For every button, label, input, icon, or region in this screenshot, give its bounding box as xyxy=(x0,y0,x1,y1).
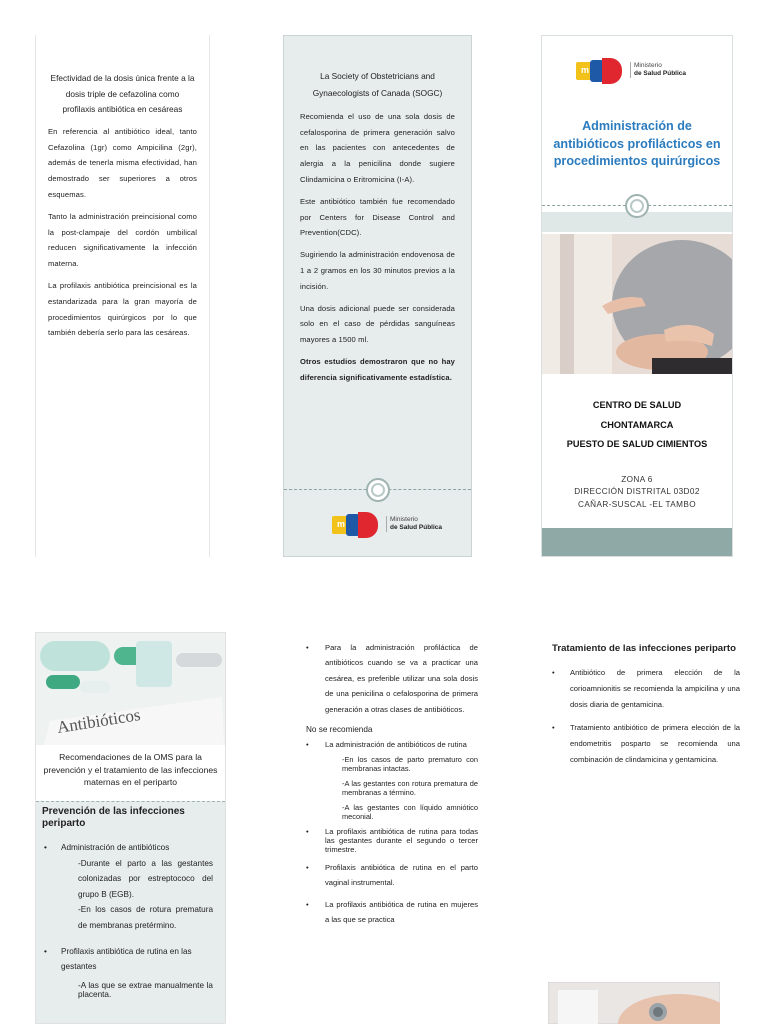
panel-sogc xyxy=(283,35,472,557)
section-heading: Prevención de las infecciones periparto xyxy=(42,806,185,829)
sub-item: -A las gestantes con rotura prematura de membranas a término. xyxy=(342,779,478,798)
stethoscope-photo xyxy=(548,982,720,1024)
antibiotics-label: Antibióticos xyxy=(55,705,142,737)
paragraph: Tanto la administración preincisional como la post-clampaje del cordón umbilical reducen significativamente la infección materna. xyxy=(48,211,197,269)
ministry-logo: m Ministerio de Salud Pública xyxy=(576,56,686,84)
panel-treatment xyxy=(548,640,740,1024)
cover-title: Administración de antibióticos profilácticos en procedimientos quirúrgicos xyxy=(553,119,721,168)
pregnant-woman-photo xyxy=(542,234,733,374)
ring-icon xyxy=(366,478,390,502)
health-centers: CENTRO DE SALUD CHONTAMARCA PUESTO DE SALUD CIMIENTOS xyxy=(566,400,708,450)
list-item: • Antibiótico de primera elección de la corioamnionitis se recomienda la ampicilina y una dosis diaria de gentamicina. xyxy=(548,665,740,712)
who-recommendations: Recomendaciones de la OMS para la prevención y el tratamiento de las infecciones maternas en el periparto xyxy=(43,752,218,788)
paragraph: En referencia al antibiótico ideal, tanto Cefazolina (1gr) como Ampicilina (2gr), además de tenerla misma efectividad, han demostrado ser superiores a otros esquemas. xyxy=(48,126,197,199)
list-item: • La profilaxis antibiótica de rutina en mujeres a las que se practica xyxy=(296,897,478,928)
not-recommended-label: No se recomienda xyxy=(306,725,373,735)
ministry-logo: m Ministerio de Salud Pública xyxy=(332,510,442,538)
zone-info: ZONA 6 DIRECCIÓN DISTRITAL 03D02 CAÑAR-SUSCAL -EL TAMBO xyxy=(574,475,700,509)
msp-logo-icon: m xyxy=(332,510,382,538)
section-heading: Tratamiento de las infecciones periparto xyxy=(552,643,736,654)
list-item: • Tratamiento antibiótico de primera elección de la endometritis posparto se recomienda una combinación de clindamicina y gentamicina. xyxy=(548,720,740,767)
list-item: • Para la administración profiláctica de antibióticos cuando se va a practicar una cesárea, es preferible utilizar una sola dosis de una penicilina o cefalosporina de primera generación a otras clases de antibióticos. xyxy=(296,640,478,717)
paragraph: Sugiriendo la administración endovenosa de 1 a 2 gramos en los 30 minutos previos a la incisión. xyxy=(300,250,455,291)
ornament-divider xyxy=(542,194,732,216)
sub-item: -A las gestantes con líquido amniótico meconial. xyxy=(342,803,478,822)
paragraph: La profilaxis antibiótica preincisional es la estandarizada para la gran mayoría de procedimientos quirúrgicos por lo que también debería serlo para las cesáreas. xyxy=(48,280,197,338)
msp-logo-icon: m xyxy=(576,56,626,84)
list-item: • Profilaxis antibiótica de rutina en el parto vaginal instrumental. xyxy=(296,860,478,891)
ring-icon xyxy=(625,194,649,218)
paragraph: Una dosis adicional puede ser considerada solo en el caso de pérdidas sanguíneas mayores a 1500 ml. xyxy=(300,303,455,345)
list-item: • La administración de antibióticos de rutina xyxy=(296,740,478,749)
sub-item: -En los casos de parto prematuro con membranas intactas. xyxy=(342,755,478,774)
prevention-section xyxy=(36,801,225,1024)
ornament-divider xyxy=(284,478,471,500)
bold-paragraph: Otros estudios demostraron que no hay diferencia significativamente estadística. xyxy=(300,356,455,382)
paragraph: Este antibiótico también fue recomendado por Centers for Disease Control and Prevention(CDC). xyxy=(300,196,455,238)
panel-cover xyxy=(541,35,733,557)
sogc-heading: La Society of Obstetricians and Gynaecologists of Canada (SOGC) xyxy=(312,71,443,99)
panel-effectiveness xyxy=(35,35,210,557)
panel-prevention xyxy=(35,632,226,1024)
list-item: • Administración de antibióticos -Durante el parto a las gestantes colonizadas por estreptococo del grupo B (EGB). -En los casos de rotura prematura de membranas pretérmino. xyxy=(44,840,213,934)
paragraph: Recomienda el uso de una sola dosis de cefalosporina de primera generación salvo en las pacientes con antecedentes de alergia a la penicilina donde sugiere Clindamicina o Eritromicina (I-A). xyxy=(300,111,455,184)
antibiotics-photo xyxy=(36,633,226,745)
list-item: • Profilaxis antibiótica de rutina en las gestantes -A las que se extrae manualmente la placenta. xyxy=(44,944,213,999)
list-item: • La profilaxis antibiótica de rutina para todas las gestantes durante el segundo o tercer trimestre. xyxy=(296,827,478,854)
intro-heading: Efectividad de la dosis única frente a la dosis triple de cefazolina como profilaxis antibiótica en cesáreas xyxy=(50,73,195,115)
panel-recommendations xyxy=(296,640,478,1024)
footer-band xyxy=(542,528,732,556)
